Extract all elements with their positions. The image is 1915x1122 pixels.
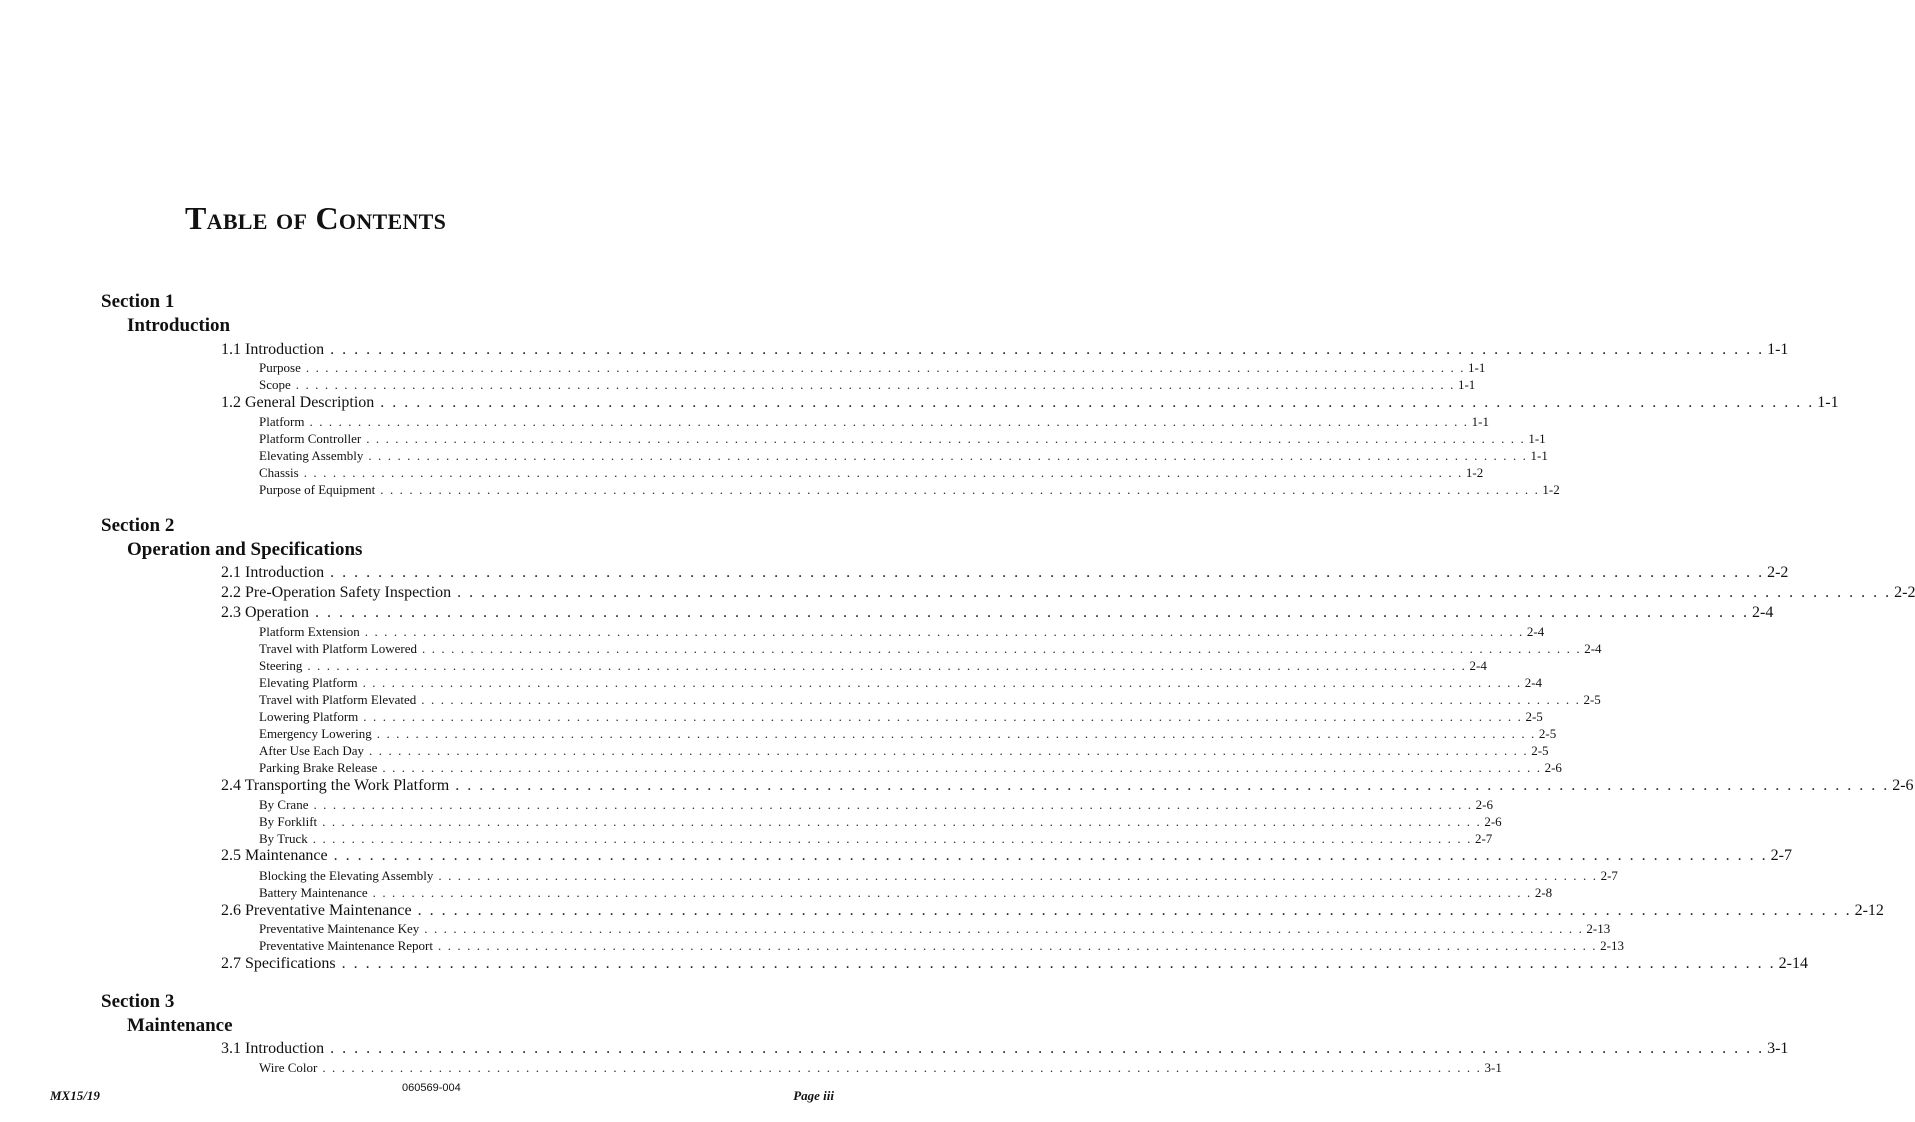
toc-page-number: 2-5	[1525, 709, 1543, 724]
toc-page-number: 3-1	[1767, 1040, 1789, 1057]
dot-leader: . . . . . . . . . . . . . . . . . . . . . . . . . . . . . . . . . . . . . . . . . . . . . . . . . . . . . . . . . . . . . . . . . . . . . . . . . . . . . . . . . . . . . . . . . . . . . . . . . . . . . . . . . . . . . . . . . . . . . . . .	[314, 604, 1749, 621]
toc-page-number: 1-1	[1468, 360, 1486, 375]
toc-page-number: 2-13	[1600, 938, 1624, 953]
toc-entry-text: 1.2 General Description	[221, 394, 375, 411]
toc-entry-text: 2.3 Operation	[221, 604, 309, 621]
toc-page-number: 2-7	[1770, 847, 1792, 864]
toc-entry-text: Blocking the Elevating Assembly	[259, 868, 434, 883]
toc-subentry[interactable]	[259, 725, 1557, 742]
toc-page-number: 3-1	[1484, 1060, 1502, 1075]
dot-leader: . . . . . . . . . . . . . . . . . . . . . . . . . . . . . . . . . . . . . . . . . . . . . . . . . . . . . . . . . . . . . . . . . . . . . . . . . . . . . . . . . . . . . . . . . . . . . . . . . . . . . . . . . . . . . . . . . . . . . . . .	[362, 675, 1522, 690]
toc-entry-text: Scope	[259, 377, 291, 392]
toc-page-number: 2-12	[1854, 902, 1884, 919]
toc-entry-text: By Crane	[259, 797, 309, 812]
toc-entry-text: Battery Maintenance	[259, 885, 368, 900]
toc-subentry[interactable]	[259, 1059, 1502, 1076]
toc-entry-text: 2.7 Specifications	[221, 955, 336, 972]
toc-subentry[interactable]	[259, 674, 1543, 691]
toc-entry-text: Wire Color	[259, 1060, 318, 1075]
toc-entry[interactable]	[221, 603, 1774, 623]
toc-entry[interactable]	[221, 901, 1884, 921]
dot-leader: . . . . . . . . . . . . . . . . . . . . . . . . . . . . . . . . . . . . . . . . . . . . . . . . . . . . . . . . . . . . . . . . . . . . . . . . . . . . . . . . . . . . . . . . . . . . . . . . . . . . . . . . . . . . . . . . . . . . . . . .	[307, 658, 1467, 673]
toc-page-number: 2-13	[1586, 921, 1611, 936]
toc-page-number: 2-8	[1534, 885, 1553, 900]
toc-page-number: 1-1	[1471, 414, 1489, 429]
toc-subentry[interactable]	[259, 359, 1486, 376]
toc-entry-text: Platform	[259, 414, 305, 429]
toc-page-number: 1-1	[1528, 431, 1546, 446]
toc-entry-text: Preventative Maintenance Key	[259, 921, 420, 936]
toc-page-number: 1-2	[1465, 465, 1484, 480]
section-label: Section 3	[101, 991, 175, 1012]
footer-model: MX15/19	[50, 1088, 100, 1103]
toc-page-number: 2-7	[1600, 868, 1618, 883]
dot-leader: . . . . . . . . . . . . . . . . . . . . . . . . . . . . . . . . . . . . . . . . . . . . . . . . . . . . . . . . . . . . . . . . . . . . . . . . . . . . . . . . . . . . . . . . . . . . . . . . . . . . . . . . . . . . . . . . . . . . . . . .	[372, 885, 1532, 900]
toc-entry-text: Parking Brake Release	[259, 760, 378, 775]
dot-leader: . . . . . . . . . . . . . . . . . . . . . . . . . . . . . . . . . . . . . . . . . . . . . . . . . . . . . . . . . . . . . . . . . . . . . . . . . . . . . . . . . . . . . . . . . . . . . . . . . . . . . . . . . . . . . . . . . . . . . . . .	[421, 692, 1581, 707]
dot-leader: . . . . . . . . . . . . . . . . . . . . . . . . . . . . . . . . . . . . . . . . . . . . . . . . . . . . . . . . . . . . . . . . . . . . . . . . . . . . . . . . . . . . . . . . . . . . . . . . . . . . . . . . . . . . . . . . . . . . . . . .	[380, 482, 1540, 497]
toc-entry-text: Purpose	[259, 360, 301, 375]
toc-page-number: 1-2	[1542, 482, 1560, 497]
toc-page-number: 1-1	[1817, 394, 1839, 411]
dot-leader: . . . . . . . . . . . . . . . . . . . . . . . . . . . . . . . . . . . . . . . . . . . . . . . . . . . . . . . . . . . . . . . . . . . . . . . . . . . . . . . . . . . . . . . . . . . . . . . . . . . . . . . . . . . . . . . . . . . . . . . .	[309, 414, 1469, 429]
toc-entry-text: Emergency Lowering	[259, 726, 372, 741]
toc-page-number: 1-1	[1530, 448, 1548, 463]
toc-subentry[interactable]	[259, 742, 1549, 759]
toc-subentry[interactable]	[259, 481, 1560, 498]
toc-subentry[interactable]	[259, 376, 1476, 393]
toc-entry-text: By Forklift	[259, 814, 318, 829]
toc-entry-text: 2.2 Pre-Operation Safety Inspection	[221, 584, 452, 601]
page-title: Table of Contents	[185, 200, 447, 236]
toc-entry-text: Elevating Platform	[259, 675, 358, 690]
toc-subentry[interactable]	[259, 759, 1562, 776]
toc-entry-text: After Use Each Day	[259, 743, 365, 758]
dot-leader: . . . . . . . . . . . . . . . . . . . . . . . . . . . . . . . . . . . . . . . . . . . . . . . . . . . . . . . . . . . . . . . . . . . . . . . . . . . . . . . . . . . . . . . . . . . . . . . . . . . . . . . . . . . . . . . . . . . . . . . .	[380, 394, 1815, 411]
toc-page-number: 2-6	[1544, 760, 1562, 775]
toc-entry-text: Lowering Platform	[259, 709, 359, 724]
dot-leader: . . . . . . . . . . . . . . . . . . . . . . . . . . . . . . . . . . . . . . . . . . . . . . . . . . . . . . . . . . . . . . . . . . . . . . . . . . . . . . . . . . . . . . . . . . . . . . . . . . . . . . . . . . . . . . . . . . . . . . . .	[438, 868, 1598, 883]
footer-page-number: Page iii	[793, 1088, 834, 1103]
dot-leader: . . . . . . . . . . . . . . . . . . . . . . . . . . . . . . . . . . . . . . . . . . . . . . . . . . . . . . . . . . . . . . . . . . . . . . . . . . . . . . . . . . . . . . . . . . . . . . . . . . . . . . . . . . . . . . . . . . . . . . . .	[322, 1060, 1482, 1075]
toc-subentry[interactable]	[259, 657, 1487, 674]
toc-page-number: 2-5	[1538, 726, 1557, 741]
toc-entry-text: Preventative Maintenance Report	[259, 938, 433, 953]
toc-subentry[interactable]	[259, 413, 1489, 430]
toc-subentry[interactable]	[259, 708, 1543, 725]
toc-entry-text: Purpose of Equipment	[259, 482, 376, 497]
toc-page-number: 2-2	[1767, 564, 1789, 581]
dot-leader: . . . . . . . . . . . . . . . . . . . . . . . . . . . . . . . . . . . . . . . . . . . . . . . . . . . . . . . . . . . . . . . . . . . . . . . . . . . . . . . . . . . . . . . . . . . . . . . . . . . . . . . . . . . . . . . . . . . . . . . .	[330, 1040, 1765, 1057]
toc-entry-text: 3.1 Introduction	[221, 1040, 325, 1057]
toc-page-number: 2-6	[1475, 797, 1493, 812]
toc-subentry[interactable]	[259, 884, 1553, 901]
toc-subentry[interactable]	[259, 430, 1546, 447]
toc-subentry[interactable]	[259, 813, 1502, 830]
toc-subentry[interactable]	[259, 623, 1545, 640]
toc-page-number: 2-4	[1751, 604, 1774, 621]
toc-subentry[interactable]	[259, 796, 1493, 813]
dot-leader: . . . . . . . . . . . . . . . . . . . . . . . . . . . . . . . . . . . . . . . . . . . . . . . . . . . . . . . . . . . . . . . . . . . . . . . . . . . . . . . . . . . . . . . . . . . . . . . . . . . . . . . . . . . . . . . . . . . . . . . .	[333, 847, 1768, 864]
dot-leader: . . . . . . . . . . . . . . . . . . . . . . . . . . . . . . . . . . . . . . . . . . . . . . . . . . . . . . . . . . . . . . . . . . . . . . . . . . . . . . . . . . . . . . . . . . . . . . . . . . . . . . . . . . . . . . . . . . . . . . . .	[341, 955, 1776, 972]
dot-leader: . . . . . . . . . . . . . . . . . . . . . . . . . . . . . . . . . . . . . . . . . . . . . . . . . . . . . . . . . . . . . . . . . . . . . . . . . . . . . . . . . . . . . . . . . . . . . . . . . . . . . . . . . . . . . . . . . . . . . . . .	[455, 777, 1890, 794]
dot-leader: . . . . . . . . . . . . . . . . . . . . . . . . . . . . . . . . . . . . . . . . . . . . . . . . . . . . . . . . . . . . . . . . . . . . . . . . . . . . . . . . . . . . . . . . . . . . . . . . . . . . . . . . . . . . . . . . . . . . . . . .	[457, 584, 1892, 601]
toc-page-number: 2-4	[1524, 675, 1543, 690]
dot-leader: . . . . . . . . . . . . . . . . . . . . . . . . . . . . . . . . . . . . . . . . . . . . . . . . . . . . . . . . . . . . . . . . . . . . . . . . . . . . . . . . . . . . . . . . . . . . . . . . . . . . . . . . . . . . . . . . . . . . . . . .	[363, 709, 1523, 724]
section-label: Section 1	[101, 291, 175, 312]
dot-leader: . . . . . . . . . . . . . . . . . . . . . . . . . . . . . . . . . . . . . . . . . . . . . . . . . . . . . . . . . . . . . . . . . . . . . . . . . . . . . . . . . . . . . . . . . . . . . . . . . . . . . . . . . . . . . . . . . . . . . . . .	[366, 431, 1526, 446]
toc-entry-text: 1.1 Introduction	[221, 341, 325, 358]
dot-leader: . . . . . . . . . . . . . . . . . . . . . . . . . . . . . . . . . . . . . . . . . . . . . . . . . . . . . . . . . . . . . . . . . . . . . . . . . . . . . . . . . . . . . . . . . . . . . . . . . . . . . . . . . . . . . . . . . . . . . . . .	[376, 726, 1536, 741]
toc-subentry[interactable]	[259, 464, 1484, 481]
dot-leader: . . . . . . . . . . . . . . . . . . . . . . . . . . . . . . . . . . . . . . . . . . . . . . . . . . . . . . . . . . . . . . . . . . . . . . . . . . . . . . . . . . . . . . . . . . . . . . . . . . . . . . . . . . . . . . . . . . . . . . . .	[368, 448, 1528, 463]
toc-entry-text: Platform Extension	[259, 624, 360, 639]
toc-page-number: 2-7	[1474, 831, 1493, 846]
dot-leader: . . . . . . . . . . . . . . . . . . . . . . . . . . . . . . . . . . . . . . . . . . . . . . . . . . . . . . . . . . . . . . . . . . . . . . . . . . . . . . . . . . . . . . . . . . . . . . . . . . . . . . . . . . . . . . . . . . . . . . . .	[382, 760, 1542, 775]
toc-entry-text: Travel with Platform Lowered	[259, 641, 418, 656]
toc-page-number: 2-5	[1531, 743, 1549, 758]
toc-entry-text: By Truck	[259, 831, 308, 846]
toc-entry-text: Steering	[259, 658, 303, 673]
dot-leader: . . . . . . . . . . . . . . . . . . . . . . . . . . . . . . . . . . . . . . . . . . . . . . . . . . . . . . . . . . . . . . . . . . . . . . . . . . . . . . . . . . . . . . . . . . . . . . . . . . . . . . . . . . . . . . . . . . . . . . . .	[330, 341, 1765, 358]
dot-leader: . . . . . . . . . . . . . . . . . . . . . . . . . . . . . . . . . . . . . . . . . . . . . . . . . . . . . . . . . . . . . . . . . . . . . . . . . . . . . . . . . . . . . . . . . . . . . . . . . . . . . . . . . . . . . . . . . . . . . . . .	[295, 377, 1455, 392]
dot-leader: . . . . . . . . . . . . . . . . . . . . . . . . . . . . . . . . . . . . . . . . . . . . . . . . . . . . . . . . . . . . . . . . . . . . . . . . . . . . . . . . . . . . . . . . . . . . . . . . . . . . . . . . . . . . . . . . . . . . . . . .	[330, 564, 1765, 581]
dot-leader: . . . . . . . . . . . . . . . . . . . . . . . . . . . . . . . . . . . . . . . . . . . . . . . . . . . . . . . . . . . . . . . . . . . . . . . . . . . . . . . . . . . . . . . . . . . . . . . . . . . . . . . . . . . . . . . . . . . . . . . .	[312, 831, 1472, 846]
footer-doc-number: 060569-004	[402, 1082, 461, 1094]
toc-page-number: 1-1	[1767, 341, 1789, 358]
toc-entry-text: 2.6 Preventative Maintenance	[221, 902, 412, 919]
toc-entry[interactable]	[221, 563, 1789, 583]
toc-entry[interactable]	[221, 846, 1792, 866]
toc-subentry[interactable]	[259, 691, 1601, 708]
dot-leader: . . . . . . . . . . . . . . . . . . . . . . . . . . . . . . . . . . . . . . . . . . . . . . . . . . . . . . . . . . . . . . . . . . . . . . . . . . . . . . . . . . . . . . . . . . . . . . . . . . . . . . . . . . . . . . . . . . . . . . . .	[322, 814, 1482, 829]
toc-entry-text: 2.4 Transporting the Work Platform	[221, 777, 450, 794]
toc-page-number: 2-4	[1469, 658, 1487, 673]
section-title: Operation and Specifications	[127, 539, 363, 560]
toc-entry-text: Chassis	[259, 465, 299, 480]
section-label: Section 2	[101, 515, 175, 536]
toc-subentry[interactable]	[259, 447, 1548, 464]
toc-subentry[interactable]	[259, 937, 1624, 954]
toc-entry[interactable]	[221, 583, 1915, 603]
toc-entry-text: Platform Controller	[259, 431, 362, 446]
dot-leader: . . . . . . . . . . . . . . . . . . . . . . . . . . . . . . . . . . . . . . . . . . . . . . . . . . . . . . . . . . . . . . . . . . . . . . . . . . . . . . . . . . . . . . . . . . . . . . . . . . . . . . . . . . . . . . . . . . . . . . . .	[369, 743, 1529, 758]
toc-subentry[interactable]	[259, 920, 1611, 937]
toc-entry-text: 2.5 Maintenance	[221, 847, 328, 864]
dot-leader: . . . . . . . . . . . . . . . . . . . . . . . . . . . . . . . . . . . . . . . . . . . . . . . . . . . . . . . . . . . . . . . . . . . . . . . . . . . . . . . . . . . . . . . . . . . . . . . . . . . . . . . . . . . . . . . . . . . . . . . .	[424, 921, 1584, 936]
section-title: Introduction	[127, 315, 231, 336]
toc-page-number: 2-5	[1583, 692, 1601, 707]
toc-entry[interactable]	[221, 1039, 1789, 1059]
toc-entry[interactable]	[221, 776, 1914, 796]
toc-entry-text: Elevating Assembly	[259, 448, 364, 463]
toc-page-number: 2-4	[1526, 624, 1545, 639]
dot-leader: . . . . . . . . . . . . . . . . . . . . . . . . . . . . . . . . . . . . . . . . . . . . . . . . . . . . . . . . . . . . . . . . . . . . . . . . . . . . . . . . . . . . . . . . . . . . . . . . . . . . . . . . . . . . . . . . . . . . . . . .	[422, 641, 1582, 656]
toc-page-number: 2-6	[1892, 777, 1914, 794]
toc-entry[interactable]	[221, 340, 1789, 360]
toc-page-number: 2-2	[1894, 584, 1915, 601]
section-title: Maintenance	[127, 1015, 233, 1036]
toc-subentry[interactable]	[259, 640, 1602, 657]
toc-subentry[interactable]	[259, 867, 1618, 884]
toc-entry-text: 2.1 Introduction	[221, 564, 325, 581]
dot-leader: . . . . . . . . . . . . . . . . . . . . . . . . . . . . . . . . . . . . . . . . . . . . . . . . . . . . . . . . . . . . . . . . . . . . . . . . . . . . . . . . . . . . . . . . . . . . . . . . . . . . . . . . . . . . . . . . . . . . . . . .	[313, 797, 1473, 812]
dot-leader: . . . . . . . . . . . . . . . . . . . . . . . . . . . . . . . . . . . . . . . . . . . . . . . . . . . . . . . . . . . . . . . . . . . . . . . . . . . . . . . . . . . . . . . . . . . . . . . . . . . . . . . . . . . . . . . . . . . . . . . .	[438, 938, 1598, 953]
dot-leader: . . . . . . . . . . . . . . . . . . . . . . . . . . . . . . . . . . . . . . . . . . . . . . . . . . . . . . . . . . . . . . . . . . . . . . . . . . . . . . . . . . . . . . . . . . . . . . . . . . . . . . . . . . . . . . . . . . . . . . . .	[303, 465, 1463, 480]
dot-leader: . . . . . . . . . . . . . . . . . . . . . . . . . . . . . . . . . . . . . . . . . . . . . . . . . . . . . . . . . . . . . . . . . . . . . . . . . . . . . . . . . . . . . . . . . . . . . . . . . . . . . . . . . . . . . . . . . . . . . . . .	[417, 902, 1852, 919]
toc-page-number: 2-4	[1584, 641, 1602, 656]
toc-page-number: 2-6	[1484, 814, 1502, 829]
toc-entry[interactable]	[221, 954, 1808, 974]
toc-subentry[interactable]	[259, 830, 1493, 847]
toc-entry-text: Travel with Platform Elevated	[259, 692, 417, 707]
toc-page-number: 1-1	[1457, 377, 1476, 392]
dot-leader: . . . . . . . . . . . . . . . . . . . . . . . . . . . . . . . . . . . . . . . . . . . . . . . . . . . . . . . . . . . . . . . . . . . . . . . . . . . . . . . . . . . . . . . . . . . . . . . . . . . . . . . . . . . . . . . . . . . . . . . .	[364, 624, 1524, 639]
toc-page-number: 2-14	[1778, 955, 1808, 972]
dot-leader: . . . . . . . . . . . . . . . . . . . . . . . . . . . . . . . . . . . . . . . . . . . . . . . . . . . . . . . . . . . . . . . . . . . . . . . . . . . . . . . . . . . . . . . . . . . . . . . . . . . . . . . . . . . . . . . . . . . . . . . .	[305, 360, 1466, 375]
toc-entry[interactable]	[221, 393, 1839, 413]
